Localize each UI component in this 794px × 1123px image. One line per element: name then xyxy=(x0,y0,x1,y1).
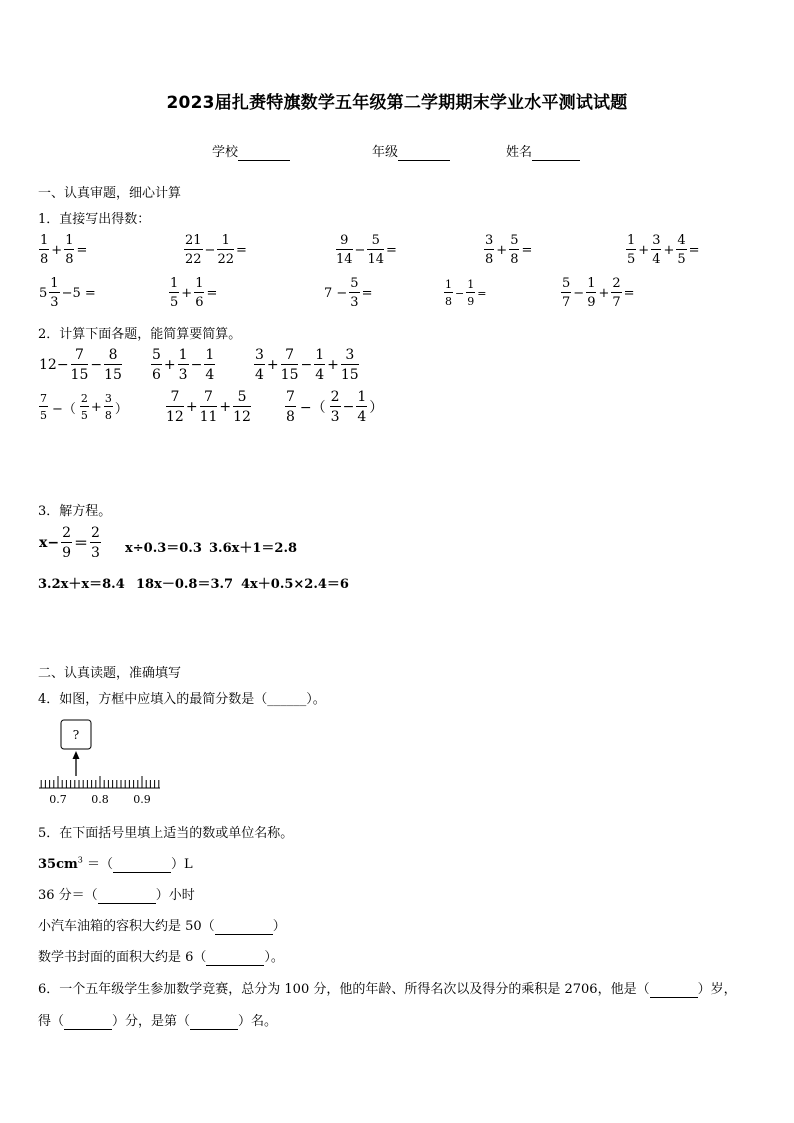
numerator: 3 xyxy=(652,233,661,248)
denominator: 15 xyxy=(340,367,359,383)
tick-label-0.7: 0.7 xyxy=(49,793,67,806)
operator: − xyxy=(342,399,355,415)
q5-line-4 xyxy=(38,946,284,966)
tick-label-0.9: 0.9 xyxy=(133,793,151,806)
name-field[interactable] xyxy=(506,141,580,161)
rank-blank[interactable] xyxy=(190,1014,238,1030)
operator: 12− xyxy=(39,357,69,373)
text: ）分，是第（ xyxy=(112,1014,191,1029)
section-1-heading: 一、认真审题，细心计算 xyxy=(38,186,182,201)
denominator: 4 xyxy=(652,252,661,267)
numerator: 1 xyxy=(50,276,59,291)
text: ）岁， xyxy=(697,982,737,997)
school-label: 学校 xyxy=(212,145,239,160)
page-title: 2023届扎赉特旗数学五年级第二学期期末学业水平测试试题 xyxy=(166,93,628,113)
numerator: 5 xyxy=(367,234,384,250)
numerator: 7 xyxy=(281,348,299,365)
q1-expr-8 xyxy=(323,277,373,309)
equals: = xyxy=(623,285,635,301)
operator: 7 − xyxy=(324,285,348,301)
q4-heading: 4．如图，方框中应填入的最简分数是（______）。 xyxy=(38,692,326,707)
denominator: 4 xyxy=(357,409,367,425)
denominator: 6 xyxy=(195,295,204,310)
denominator: 4 xyxy=(315,367,325,383)
denominator: 9 xyxy=(467,295,475,308)
numerator: 3 xyxy=(341,348,359,365)
denominator: 5 xyxy=(40,409,47,422)
q2-expr-3 xyxy=(253,348,360,382)
numerator: 5 xyxy=(152,347,161,363)
question-mark: ? xyxy=(72,728,80,742)
operator: − xyxy=(573,285,585,301)
name-label: 姓名 xyxy=(506,145,533,160)
q3-equation-4: 3.2x＋x＝8.4 xyxy=(38,577,125,592)
denominator: 4 xyxy=(255,367,264,383)
denominator: 14 xyxy=(367,252,384,267)
numerator: 1 xyxy=(587,276,596,291)
denominator: 5 xyxy=(627,252,636,267)
denominator: 5 xyxy=(170,295,179,310)
score-blank[interactable] xyxy=(64,1014,112,1030)
operator: x− xyxy=(39,535,60,551)
q2-expr-4 xyxy=(38,393,129,421)
equals: = xyxy=(76,242,88,258)
denominator: 7 xyxy=(612,295,621,310)
denominator: 3 xyxy=(50,295,59,310)
q5-line-1 xyxy=(38,853,193,873)
operator: + xyxy=(185,399,198,415)
whole-number: 5 xyxy=(39,285,48,301)
numerator: 2 xyxy=(612,276,621,291)
denominator: 6 xyxy=(152,367,161,383)
q1-expr-4 xyxy=(483,234,533,266)
text: 6．一个五年级学生参加数学竞赛，总分为 100 分，他的年龄、所得名次以及得分的乘积是 2706，他是（ xyxy=(38,982,650,997)
denominator: 3 xyxy=(350,295,359,310)
operator: − xyxy=(455,286,465,300)
operator: −（ xyxy=(299,400,326,416)
q5-line-3 xyxy=(38,915,286,935)
equals: = xyxy=(477,286,487,300)
q1-expr-3 xyxy=(335,234,398,266)
operator: + xyxy=(181,285,193,301)
numerator: 3 xyxy=(104,392,112,405)
numerator: 5 xyxy=(350,276,359,291)
q6-line-2 xyxy=(38,1010,277,1030)
denominator: 12 xyxy=(233,409,251,425)
equals: = xyxy=(361,285,373,301)
q2-expr-2 xyxy=(150,348,216,382)
denominator: 3 xyxy=(178,367,188,383)
numerator: 1 xyxy=(65,233,74,248)
operator: −5 = xyxy=(61,285,96,301)
denominator: 15 xyxy=(104,367,122,383)
denominator: 8 xyxy=(40,252,49,267)
denominator: 3 xyxy=(91,545,100,561)
numerator: 9 xyxy=(336,234,353,250)
operator: −（ xyxy=(52,401,76,417)
numerator: 1 xyxy=(315,347,325,363)
denominator: 22 xyxy=(185,252,202,267)
operator: + xyxy=(163,357,176,373)
number-line-ticks xyxy=(41,776,159,788)
q3-equation-2: x÷0.3＝0.3 xyxy=(125,541,202,556)
denominator: 8 xyxy=(445,295,452,308)
operator: − xyxy=(204,242,216,258)
operator: − xyxy=(300,357,313,373)
numerator: 5 xyxy=(562,276,571,291)
operator: − xyxy=(354,242,366,258)
denominator: 5 xyxy=(677,252,686,267)
q2-expr-6 xyxy=(284,390,384,424)
operator: + xyxy=(327,357,339,373)
q3-heading: 3．解方程。 xyxy=(38,504,112,519)
denominator: 12 xyxy=(166,409,184,425)
age-blank[interactable] xyxy=(650,982,698,998)
answer-blank[interactable] xyxy=(98,888,156,904)
name-blank[interactable] xyxy=(532,145,580,161)
operator: + xyxy=(638,242,650,258)
q3-equation-3: 3.6x＋1＝2.8 xyxy=(209,541,298,556)
school-blank[interactable] xyxy=(238,145,290,161)
equals: = xyxy=(386,242,397,258)
denominator: 8 xyxy=(65,252,74,267)
equals: = xyxy=(688,242,700,258)
numerator: 7 xyxy=(71,348,89,365)
denominator: 5 xyxy=(80,409,88,422)
grade-blank[interactable] xyxy=(398,145,450,161)
numerator: 7 xyxy=(40,392,47,405)
operator: − xyxy=(90,357,103,373)
text: 36 分＝（ xyxy=(38,888,98,903)
denominator: 7 xyxy=(562,295,571,310)
q5-line-2 xyxy=(38,884,195,904)
grade-field[interactable] xyxy=(372,141,450,161)
numerator: 1 xyxy=(217,234,234,250)
q1-expr-10 xyxy=(560,277,636,309)
operator: + xyxy=(266,357,279,373)
numerator: 5 xyxy=(233,390,251,407)
q2-heading: 2．计算下面各题，能简算要简算。 xyxy=(38,327,242,342)
denominator: 14 xyxy=(336,252,353,267)
q6-line-1 xyxy=(38,978,737,998)
numerator: 5 xyxy=(510,233,519,248)
numerator: 3 xyxy=(485,233,494,248)
q3-equation-1 xyxy=(38,526,102,560)
q2-expr-5 xyxy=(165,390,252,424)
denominator: 22 xyxy=(217,252,234,267)
superscript: 3 xyxy=(77,855,83,865)
denominator: 3 xyxy=(330,409,340,425)
q3-equation-5: 18x－0.8＝3.7 xyxy=(136,577,234,592)
denominator: 9 xyxy=(587,295,596,310)
grade-label: 年级 xyxy=(372,145,399,160)
numerator: 2 xyxy=(91,525,100,541)
numerator: 1 xyxy=(40,233,49,248)
denominator: 8 xyxy=(286,409,295,425)
q5-heading: 5．在下面括号里填上适当的数或单位名称。 xyxy=(38,826,294,841)
numerator: 2 xyxy=(80,392,88,405)
equals: = xyxy=(206,285,218,301)
operator: ） xyxy=(114,401,128,417)
numerator: 1 xyxy=(357,389,367,405)
operator: + xyxy=(219,399,232,415)
equals: ＝ xyxy=(74,536,88,552)
denominator: 4 xyxy=(205,367,215,383)
denominator: 8 xyxy=(104,409,112,422)
text: ）名。 xyxy=(238,1014,278,1029)
denominator: 11 xyxy=(199,409,218,425)
numerator: 7 xyxy=(200,390,218,407)
denominator: 15 xyxy=(70,367,89,383)
numerator: 2 xyxy=(330,389,340,405)
numerator: 2 xyxy=(62,525,71,541)
numerator: 21 xyxy=(185,233,202,248)
text: 数学书封面的面积大约是 6（ xyxy=(38,950,207,965)
numerator: 7 xyxy=(166,390,184,407)
numerator: 4 xyxy=(677,233,686,248)
school-field[interactable] xyxy=(212,141,290,161)
text: ）。 xyxy=(264,950,284,965)
operator: + xyxy=(51,242,63,258)
text: ＝（ xyxy=(82,857,113,872)
numerator: 1 xyxy=(205,347,215,363)
operator: − xyxy=(190,357,203,373)
q1-expr-5 xyxy=(625,234,701,266)
text: ）小时 xyxy=(155,888,195,903)
q1-expr-9 xyxy=(443,279,487,307)
text: 小汽车油箱的容积大约是 50（ xyxy=(38,919,215,934)
q2-expr-1 xyxy=(38,348,123,382)
operator: + xyxy=(663,242,675,258)
answer-blank[interactable] xyxy=(215,919,273,935)
numerator: 1 xyxy=(178,347,188,363)
operator: ） xyxy=(369,400,384,416)
arrow-head-icon xyxy=(73,751,80,759)
q1-expr-6 xyxy=(38,277,97,309)
answer-blank[interactable] xyxy=(206,950,264,966)
numerator: 1 xyxy=(467,278,475,291)
q1-expr-1 xyxy=(38,234,88,266)
answer-blank[interactable] xyxy=(113,857,171,873)
numerator: 7 xyxy=(286,389,295,405)
q1-expr-2 xyxy=(183,234,248,266)
equals: = xyxy=(236,242,247,258)
number-line-figure xyxy=(36,718,166,810)
denominator: 8 xyxy=(510,252,519,267)
denominator: 15 xyxy=(280,367,299,383)
text: ）L xyxy=(171,857,193,872)
q1-heading: 1．直接写出得数： xyxy=(38,212,151,227)
operator: + xyxy=(598,285,610,301)
operator: + xyxy=(90,399,102,415)
operator: + xyxy=(496,242,508,258)
tick-label-0.8: 0.8 xyxy=(91,793,109,806)
equals: = xyxy=(521,242,533,258)
numerator: 1 xyxy=(445,278,452,291)
denominator: 9 xyxy=(62,545,71,561)
text: ） xyxy=(272,919,286,934)
q1-expr-7 xyxy=(168,277,218,309)
numerator: 8 xyxy=(104,348,122,365)
value: 35cm xyxy=(38,857,78,872)
numerator: 3 xyxy=(255,347,264,363)
numerator: 1 xyxy=(195,276,204,291)
numerator: 1 xyxy=(170,276,179,291)
denominator: 8 xyxy=(485,252,494,267)
q3-equation-6: 4x＋0.5×2.4＝6 xyxy=(241,577,349,592)
text: 得（ xyxy=(38,1014,65,1029)
numerator: 1 xyxy=(627,233,636,248)
section-2-heading: 二、认真读题，准确填写 xyxy=(38,666,182,681)
